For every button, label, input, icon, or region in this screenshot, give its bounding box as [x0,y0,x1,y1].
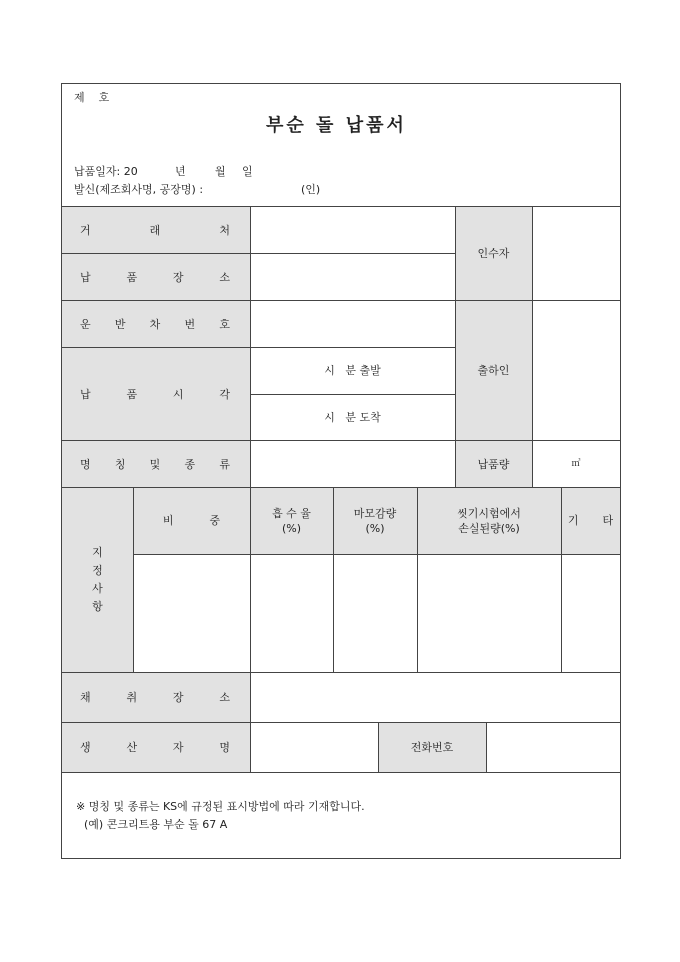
label-name-type-char: 류 [219,458,230,471]
label-name-type-char: 칭 [114,458,126,471]
label-vehicle-no-char: 운 [80,317,91,331]
label-producer-char: 명 [219,741,230,754]
date-year: 년 [175,165,186,178]
label-specs-char: 사 [92,581,103,595]
label-delivery-time-char: 시 [172,387,184,401]
label-delivery-place-char: 납 [80,270,91,284]
label-specs-char: 항 [92,599,103,613]
sender-label: 발신(제조회사명, 공장명) : [74,183,204,196]
label-delivery-time [80,347,230,440]
rule-sampling-col [250,672,251,772]
label-sampling-char: 취 [126,691,138,704]
label-producer [80,722,230,772]
label-washing-line2: 손실된량(%) [458,521,520,535]
label-other [561,487,620,554]
label-delivery-time-char: 각 [219,387,230,401]
quantity-unit: ㎥ [571,458,581,469]
label-delivery-place-char: 장 [172,270,184,284]
label-sampling-char: 장 [172,691,184,704]
label-specs-char: 정 [92,563,103,577]
label-vehicle-no-char: 호 [219,317,230,331]
label-sampling-char: 채 [80,691,91,704]
arrive-time: 시 분 도착 [324,410,381,424]
label-producer-char: 생 [80,741,91,754]
date-day: 일 [242,165,253,178]
label-client [80,206,230,253]
date-month: 월 [215,165,226,178]
page-title: 부순 돌 납품서 [266,115,407,136]
label-delivery-place-char: 품 [126,270,138,284]
label-vehicle-no-char: 번 [184,317,196,331]
label-absorption-line2: (%) [281,521,302,535]
label-quantity: 납품량 [477,457,510,471]
label-sampling-place [80,672,230,722]
label-sampling-char: 소 [219,691,230,704]
label-vehicle-no-char: 반 [114,317,126,331]
label-absorption [250,487,333,554]
label-name-type-char: 및 [149,458,161,471]
label-delivery-place [80,253,230,300]
label-shipper: 출하인 [477,363,510,377]
label-abrasion-line2: (%) [365,521,385,535]
rule-producer-bottom [61,772,621,773]
label-producer-char: 산 [126,741,138,754]
label-abrasion-line1: 마모감량 [353,506,397,520]
label-delivery-place-char: 소 [219,270,230,284]
label-name-type-char: 종 [184,458,196,471]
label-name-type-char: 명 [80,458,91,471]
rule-spec-header-bottom [133,554,621,555]
label-washing-loss [417,487,561,554]
label-other-char: 기 [567,514,579,527]
label-client-char: 거 [80,223,91,237]
label-delivery-time-char: 품 [126,387,138,401]
footer-note: ※ 명칭 및 종류는 KS에 규정된 표시방법에 따라 기재합니다. [76,800,365,813]
label-gravity-char: 중 [209,514,221,527]
label-vehicle-no-char: 차 [149,317,161,331]
label-phone: 전화번호 [410,740,454,754]
label-specs-char: 지 [92,545,103,559]
label-receiver: 인수자 [477,246,510,260]
label-other-char: 타 [602,514,614,527]
label-gravity-char: 비 [162,514,174,527]
label-client-char: 처 [219,223,230,237]
delivery-date-label: 납품일자: 20 [74,165,138,178]
depart-time: 시 분 출발 [324,364,381,377]
label-abrasion [333,487,417,554]
label-specs-side [62,487,133,672]
rule-phone-right [486,722,487,772]
footer-example: (예) 콘크리트용 부순 돌 67 A [84,818,228,831]
label-absorption-line1: 흡 수 율 [272,506,311,520]
doc-number-label: 제 호 [74,91,110,104]
label-vehicle-no [80,300,230,347]
label-producer-char: 자 [172,741,184,754]
label-client-char: 래 [149,223,161,237]
seal-label: (인) [301,183,321,196]
label-name-type [80,441,230,487]
label-specific-gravity [133,487,250,554]
label-delivery-time-char: 납 [80,387,91,401]
label-washing-line1: 씻기시험에서 [457,506,521,520]
